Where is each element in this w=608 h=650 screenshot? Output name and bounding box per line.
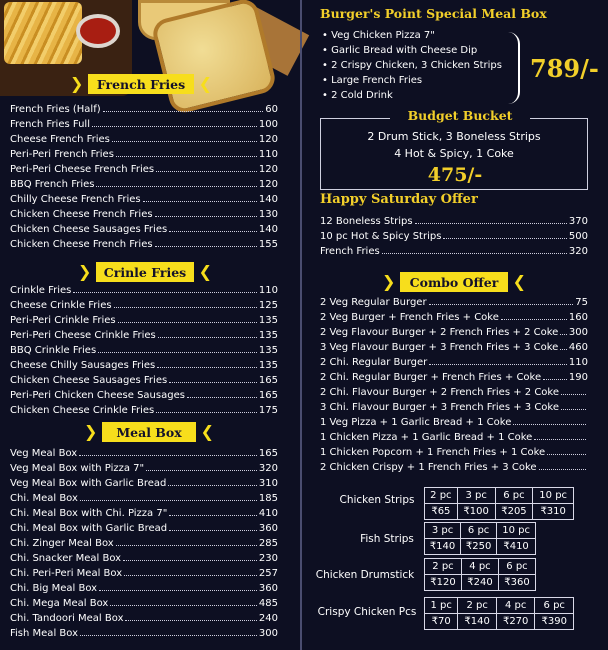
special-meal-box-item: • 2 Crispy Chicken, 3 Chicken Strips (322, 60, 502, 71)
size-cell: 4 pc (496, 598, 535, 614)
dot-leader (124, 566, 257, 576)
dot-leader (169, 373, 257, 383)
price-cell: ₹390 (535, 614, 574, 630)
item-name: 2 Veg Regular Burger (320, 297, 427, 308)
combo-offer-list (320, 295, 588, 475)
french-fries-row (10, 102, 278, 117)
item-price: 75 (575, 297, 588, 308)
happy-saturday-row (320, 229, 588, 244)
dot-leader (99, 581, 257, 591)
item-name: Chi. Meal Box with Chi. Pizza 7" (10, 508, 168, 519)
size-cell: 10 pc (497, 523, 536, 539)
item-name: Chicken Cheese Crinkle Fries (10, 405, 155, 416)
item-name: Chi. Peri-Peri Meal Box (10, 568, 123, 579)
item-price: 110 (258, 149, 278, 160)
dot-leader (146, 461, 257, 471)
cheese-garlic-bread-image (150, 0, 278, 116)
price-cell: ₹250 (461, 539, 497, 555)
special-meal-box-item: • Large French Fries (322, 75, 423, 86)
item-name: Peri-Peri Crinkle Fries (10, 315, 116, 326)
combo-offer-row (320, 310, 588, 325)
item-name: 2 Veg Flavour Burger + 2 French Fries + 2 Coke (320, 327, 559, 338)
size-cell: 6 pc (461, 523, 497, 539)
item-name: 2 Chicken Crispy + 1 French Fries + 3 Coke (320, 462, 537, 473)
item-price: 110 (568, 357, 588, 368)
item-price: 300 (258, 628, 278, 639)
dot-leader (80, 491, 257, 501)
crinle-fries-row (10, 298, 278, 313)
item-name: 3 Chi. Flavour Burger + 3 French Fries + 3 Coke (320, 402, 560, 413)
size-cell: 10 pc (533, 488, 574, 504)
chicken-drumstick-price-table (424, 558, 536, 591)
dot-leader (79, 446, 257, 456)
item-name: Chi. Big Meal Box (10, 583, 98, 594)
chevron-right-icon: ❮ (200, 422, 214, 441)
chicken-drumstick-label: Chicken Drumstick (315, 569, 415, 581)
curly-brace-icon (508, 32, 520, 104)
item-price: 135 (258, 345, 278, 356)
item-price: 125 (258, 300, 278, 311)
item-price: 120 (258, 164, 278, 175)
size-cell: 2 pc (425, 488, 458, 504)
size-cell: 2 pc (425, 559, 462, 575)
dot-leader (513, 415, 586, 425)
crinle-fries-heading (78, 262, 212, 282)
item-name: Cheese Crinkle Fries (10, 300, 112, 311)
dot-leader (110, 596, 257, 606)
price-cell: ₹140 (425, 539, 461, 555)
crinle-fries-row (10, 343, 278, 358)
meal-box-row (10, 491, 278, 506)
item-price: 285 (258, 538, 278, 549)
dot-leader (501, 310, 567, 320)
price-cell: ₹120 (425, 575, 462, 591)
french-fries-row (10, 177, 278, 192)
combo-offer-row (320, 430, 588, 445)
item-name: 1 Chicken Pizza + 1 Garlic Bread + 1 Coke (320, 432, 533, 443)
budget-bucket-price: 475/- (420, 164, 490, 186)
item-name: 2 Chi. Regular Burger + French Fries + Coke (320, 372, 542, 383)
happy-saturday-row (320, 244, 588, 259)
budget-bucket-title: Budget Bucket (390, 108, 530, 123)
item-price: 165 (258, 375, 278, 386)
dot-leader (429, 355, 567, 365)
item-price: 185 (258, 493, 278, 504)
dot-leader (157, 358, 257, 368)
chevron-left-icon: ❯ (70, 74, 84, 93)
item-price: 485 (258, 598, 278, 609)
item-price: 110 (258, 285, 278, 296)
special-meal-box-items (322, 28, 502, 103)
dot-leader (116, 147, 257, 157)
column-divider (300, 0, 302, 650)
price-cell: ₹70 (425, 614, 458, 630)
combo-offer-row (320, 445, 588, 460)
meal-box-row (10, 476, 278, 491)
item-price: 120 (258, 134, 278, 145)
crinle-fries-row (10, 313, 278, 328)
dot-leader (80, 626, 257, 636)
meal-box-row (10, 551, 278, 566)
french-fries-heading-label: French Fries (96, 76, 186, 92)
item-name: Chicken Cheese French Fries (10, 239, 153, 250)
meal-box-list (10, 446, 278, 641)
crinle-fries-heading-label: Crinle Fries (103, 264, 187, 280)
item-name: Peri-Peri French Fries (10, 149, 114, 160)
item-name: 3 Veg Flavour Burger + 3 French Fries + 3 Coke (320, 342, 559, 353)
meal-box-row (10, 566, 278, 581)
item-name: 2 Chi. Flavour Burger + 2 French Fries + 2 Coke (320, 387, 560, 398)
item-name: Cheese French Fries (10, 134, 110, 145)
item-name: BBQ French Fries (10, 179, 95, 190)
item-price: 100 (258, 119, 278, 130)
happy-saturday-row (320, 214, 588, 229)
crispy-chicken-pcs-label: Crispy Chicken Pcs (317, 606, 417, 618)
price-cell: ₹240 (462, 575, 499, 591)
item-name: Chicken Cheese Sausages Fries (10, 224, 168, 235)
chicken-strips-price-table (424, 487, 574, 520)
dot-leader (123, 551, 257, 561)
item-name: Veg Meal Box (10, 448, 78, 459)
dot-leader (96, 177, 256, 187)
item-price: 500 (568, 231, 588, 242)
item-name: Chi. Snacker Meal Box (10, 553, 122, 564)
chicken-strips-label: Chicken Strips (339, 494, 415, 506)
dot-leader (560, 325, 567, 335)
french-fries-image (4, 2, 82, 64)
price-cell: ₹205 (495, 504, 533, 520)
dot-leader (169, 506, 257, 516)
item-name: Chicken Cheese French Fries (10, 209, 153, 220)
item-name: French Fries Full (10, 119, 90, 130)
french-fries-list (10, 102, 278, 252)
chevron-right-icon: ❮ (512, 272, 526, 291)
item-price: 165 (258, 390, 278, 401)
item-price: 140 (258, 194, 278, 205)
fish-strips-label: Fish Strips (360, 533, 414, 545)
combo-offer-row (320, 325, 588, 340)
item-name: Peri-Peri Cheese Crinkle Fries (10, 330, 156, 341)
size-cell: 3 pc (425, 523, 461, 539)
dot-leader (155, 237, 257, 247)
dot-leader (382, 244, 567, 254)
meal-box-row (10, 521, 278, 536)
item-name: 1 Veg Pizza + 1 Garlic Bread + 1 Coke (320, 417, 512, 428)
item-price: 257 (258, 568, 278, 579)
combo-offer-heading-label: Combo Offer (409, 274, 499, 290)
item-name: Chi. Meal Box with Garlic Bread (10, 523, 168, 534)
item-name: Crinkle Fries (10, 285, 72, 296)
item-name: Chi. Mega Meal Box (10, 598, 109, 609)
crinle-fries-row (10, 283, 278, 298)
item-name: Chi. Meal Box (10, 493, 78, 504)
item-price: 165 (258, 448, 278, 459)
item-name: 2 Veg Burger + French Fries + Coke (320, 312, 499, 323)
item-name: Peri-Peri Chicken Cheese Sausages (10, 390, 185, 401)
dot-leader (156, 403, 257, 413)
combo-offer-row (320, 415, 588, 430)
crinle-fries-row (10, 388, 278, 403)
item-name: French Fries (320, 246, 380, 257)
item-price: 240 (258, 613, 278, 624)
combo-offer-row (320, 460, 588, 475)
price-cell: ₹270 (496, 614, 535, 630)
combo-offer-row (320, 370, 588, 385)
special-meal-box-title: Burger's Point Special Meal Box (320, 6, 547, 21)
dot-leader (543, 370, 567, 380)
item-price: 190 (568, 372, 588, 383)
dot-leader (103, 102, 264, 112)
dot-leader (118, 313, 257, 323)
combo-offer-row (320, 355, 588, 370)
item-price: 360 (258, 523, 278, 534)
item-price: 320 (258, 463, 278, 474)
item-name: Chi. Zinger Meal Box (10, 538, 114, 549)
price-cell: ₹410 (497, 539, 536, 555)
chevron-right-icon: ❮ (198, 74, 212, 93)
dot-leader (560, 340, 567, 350)
crinle-fries-row (10, 373, 278, 388)
french-fries-row (10, 132, 278, 147)
size-cell: 6 pc (495, 488, 533, 504)
dot-leader (125, 611, 256, 621)
french-fries-row (10, 237, 278, 252)
crinle-fries-row (10, 403, 278, 418)
item-price: 135 (258, 330, 278, 341)
french-fries-row (10, 222, 278, 237)
combo-offer-row (320, 340, 588, 355)
dot-leader (561, 400, 586, 410)
item-name: Chi. Tandoori Meal Box (10, 613, 124, 624)
item-price: 140 (258, 224, 278, 235)
item-name: 12 Boneless Strips (320, 216, 413, 227)
meal-box-heading (84, 422, 214, 442)
french-fries-row (10, 147, 278, 162)
dot-leader (169, 222, 257, 232)
item-price: 160 (568, 312, 588, 323)
dot-leader (429, 295, 574, 305)
size-cell: 1 pc (425, 598, 458, 614)
item-price: 135 (258, 360, 278, 371)
combo-offer-row (320, 400, 588, 415)
meal-box-row (10, 536, 278, 551)
dot-leader (98, 343, 257, 353)
crinle-fries-row (10, 358, 278, 373)
item-name: 2 Chi. Regular Burger (320, 357, 428, 368)
dot-leader (169, 521, 257, 531)
dot-leader (443, 229, 566, 239)
chevron-right-icon: ❮ (198, 262, 212, 281)
item-price: 310 (258, 478, 278, 489)
meal-box-row (10, 626, 278, 641)
item-price: 370 (568, 216, 588, 227)
item-name: 1 Chicken Popcorn + 1 French Fries + 1 Coke (320, 447, 546, 458)
dot-leader (158, 328, 257, 338)
ketchup-dip-image (76, 14, 120, 48)
item-price: 410 (258, 508, 278, 519)
item-price: 360 (258, 583, 278, 594)
dot-leader (143, 192, 257, 202)
crinle-fries-list (10, 283, 278, 418)
item-price: 130 (258, 209, 278, 220)
dot-leader (112, 132, 257, 142)
item-price: 155 (258, 239, 278, 250)
special-meal-box-item: • Garlic Bread with Cheese Dip (322, 45, 478, 56)
item-price: 135 (258, 315, 278, 326)
item-price: 60 (265, 104, 278, 115)
dot-leader (187, 388, 257, 398)
special-meal-box-price: 789/- (530, 54, 599, 83)
meal-box-heading-label: Meal Box (116, 424, 182, 440)
item-name: Peri-Peri Cheese French Fries (10, 164, 155, 175)
french-fries-heading (70, 74, 212, 94)
meal-box-row (10, 611, 278, 626)
chevron-left-icon: ❯ (84, 422, 98, 441)
fish-strips-price-table (424, 522, 536, 555)
item-name: Fish Meal Box (10, 628, 78, 639)
meal-box-row (10, 461, 278, 476)
price-cell: ₹65 (425, 504, 458, 520)
size-cell: 4 pc (462, 559, 499, 575)
dot-leader (116, 536, 257, 546)
dot-leader (155, 207, 257, 217)
chevron-left-icon: ❯ (78, 262, 92, 281)
item-name: BBQ Crinkle Fries (10, 345, 97, 356)
dot-leader (415, 214, 567, 224)
item-name: 10 pc Hot & Spicy Strips (320, 231, 442, 242)
dot-leader (114, 298, 257, 308)
meal-box-row (10, 506, 278, 521)
french-fries-row (10, 117, 278, 132)
dot-leader (539, 460, 586, 470)
item-price: 175 (258, 405, 278, 416)
combo-offer-row (320, 385, 588, 400)
crispy-chicken-pcs-price-table (424, 597, 574, 630)
happy-saturday-list (320, 214, 588, 259)
item-price: 460 (568, 342, 588, 353)
french-fries-row (10, 207, 278, 222)
item-name: Veg Meal Box with Pizza 7" (10, 463, 145, 474)
meal-box-row (10, 581, 278, 596)
dot-leader (92, 117, 257, 127)
meal-box-row (10, 446, 278, 461)
french-fries-row (10, 192, 278, 207)
combo-offer-row (320, 295, 588, 310)
price-cell: ₹360 (499, 575, 536, 591)
dot-leader (168, 476, 257, 486)
item-name: Cheese Chilly Sausages Fries (10, 360, 156, 371)
item-name: French Fries (Half) (10, 104, 101, 115)
size-cell: 3 pc (457, 488, 495, 504)
price-cell: ₹100 (457, 504, 495, 520)
happy-saturday-title: Happy Saturday Offer (320, 192, 478, 207)
dot-leader (547, 445, 586, 455)
size-cell: 2 pc (458, 598, 497, 614)
dot-leader (156, 162, 257, 172)
size-cell: 6 pc (499, 559, 536, 575)
special-meal-box-item: • 2 Cold Drink (322, 90, 393, 101)
price-cell: ₹140 (458, 614, 497, 630)
item-price: 300 (568, 327, 588, 338)
dot-leader (534, 430, 586, 440)
crinle-fries-row (10, 328, 278, 343)
item-price: 230 (258, 553, 278, 564)
dot-leader (73, 283, 257, 293)
chevron-left-icon: ❯ (382, 272, 396, 291)
budget-bucket-line-1: 2 Drum Stick, 3 Boneless Strips (367, 130, 541, 143)
dot-leader (561, 385, 586, 395)
item-price: 320 (568, 246, 588, 257)
item-price: 120 (258, 179, 278, 190)
item-name: Veg Meal Box with Garlic Bread (10, 478, 167, 489)
combo-offer-heading (382, 272, 526, 292)
item-name: Chilly Cheese French Fries (10, 194, 141, 205)
item-name: Chicken Cheese Sausages Fries (10, 375, 168, 386)
meal-box-row (10, 596, 278, 611)
special-meal-box-item: • Veg Chicken Pizza 7" (322, 30, 435, 41)
french-fries-row (10, 162, 278, 177)
size-cell: 6 pc (535, 598, 574, 614)
price-cell: ₹310 (533, 504, 574, 520)
budget-bucket-line-2: 4 Hot & Spicy, 1 Coke (394, 147, 514, 160)
